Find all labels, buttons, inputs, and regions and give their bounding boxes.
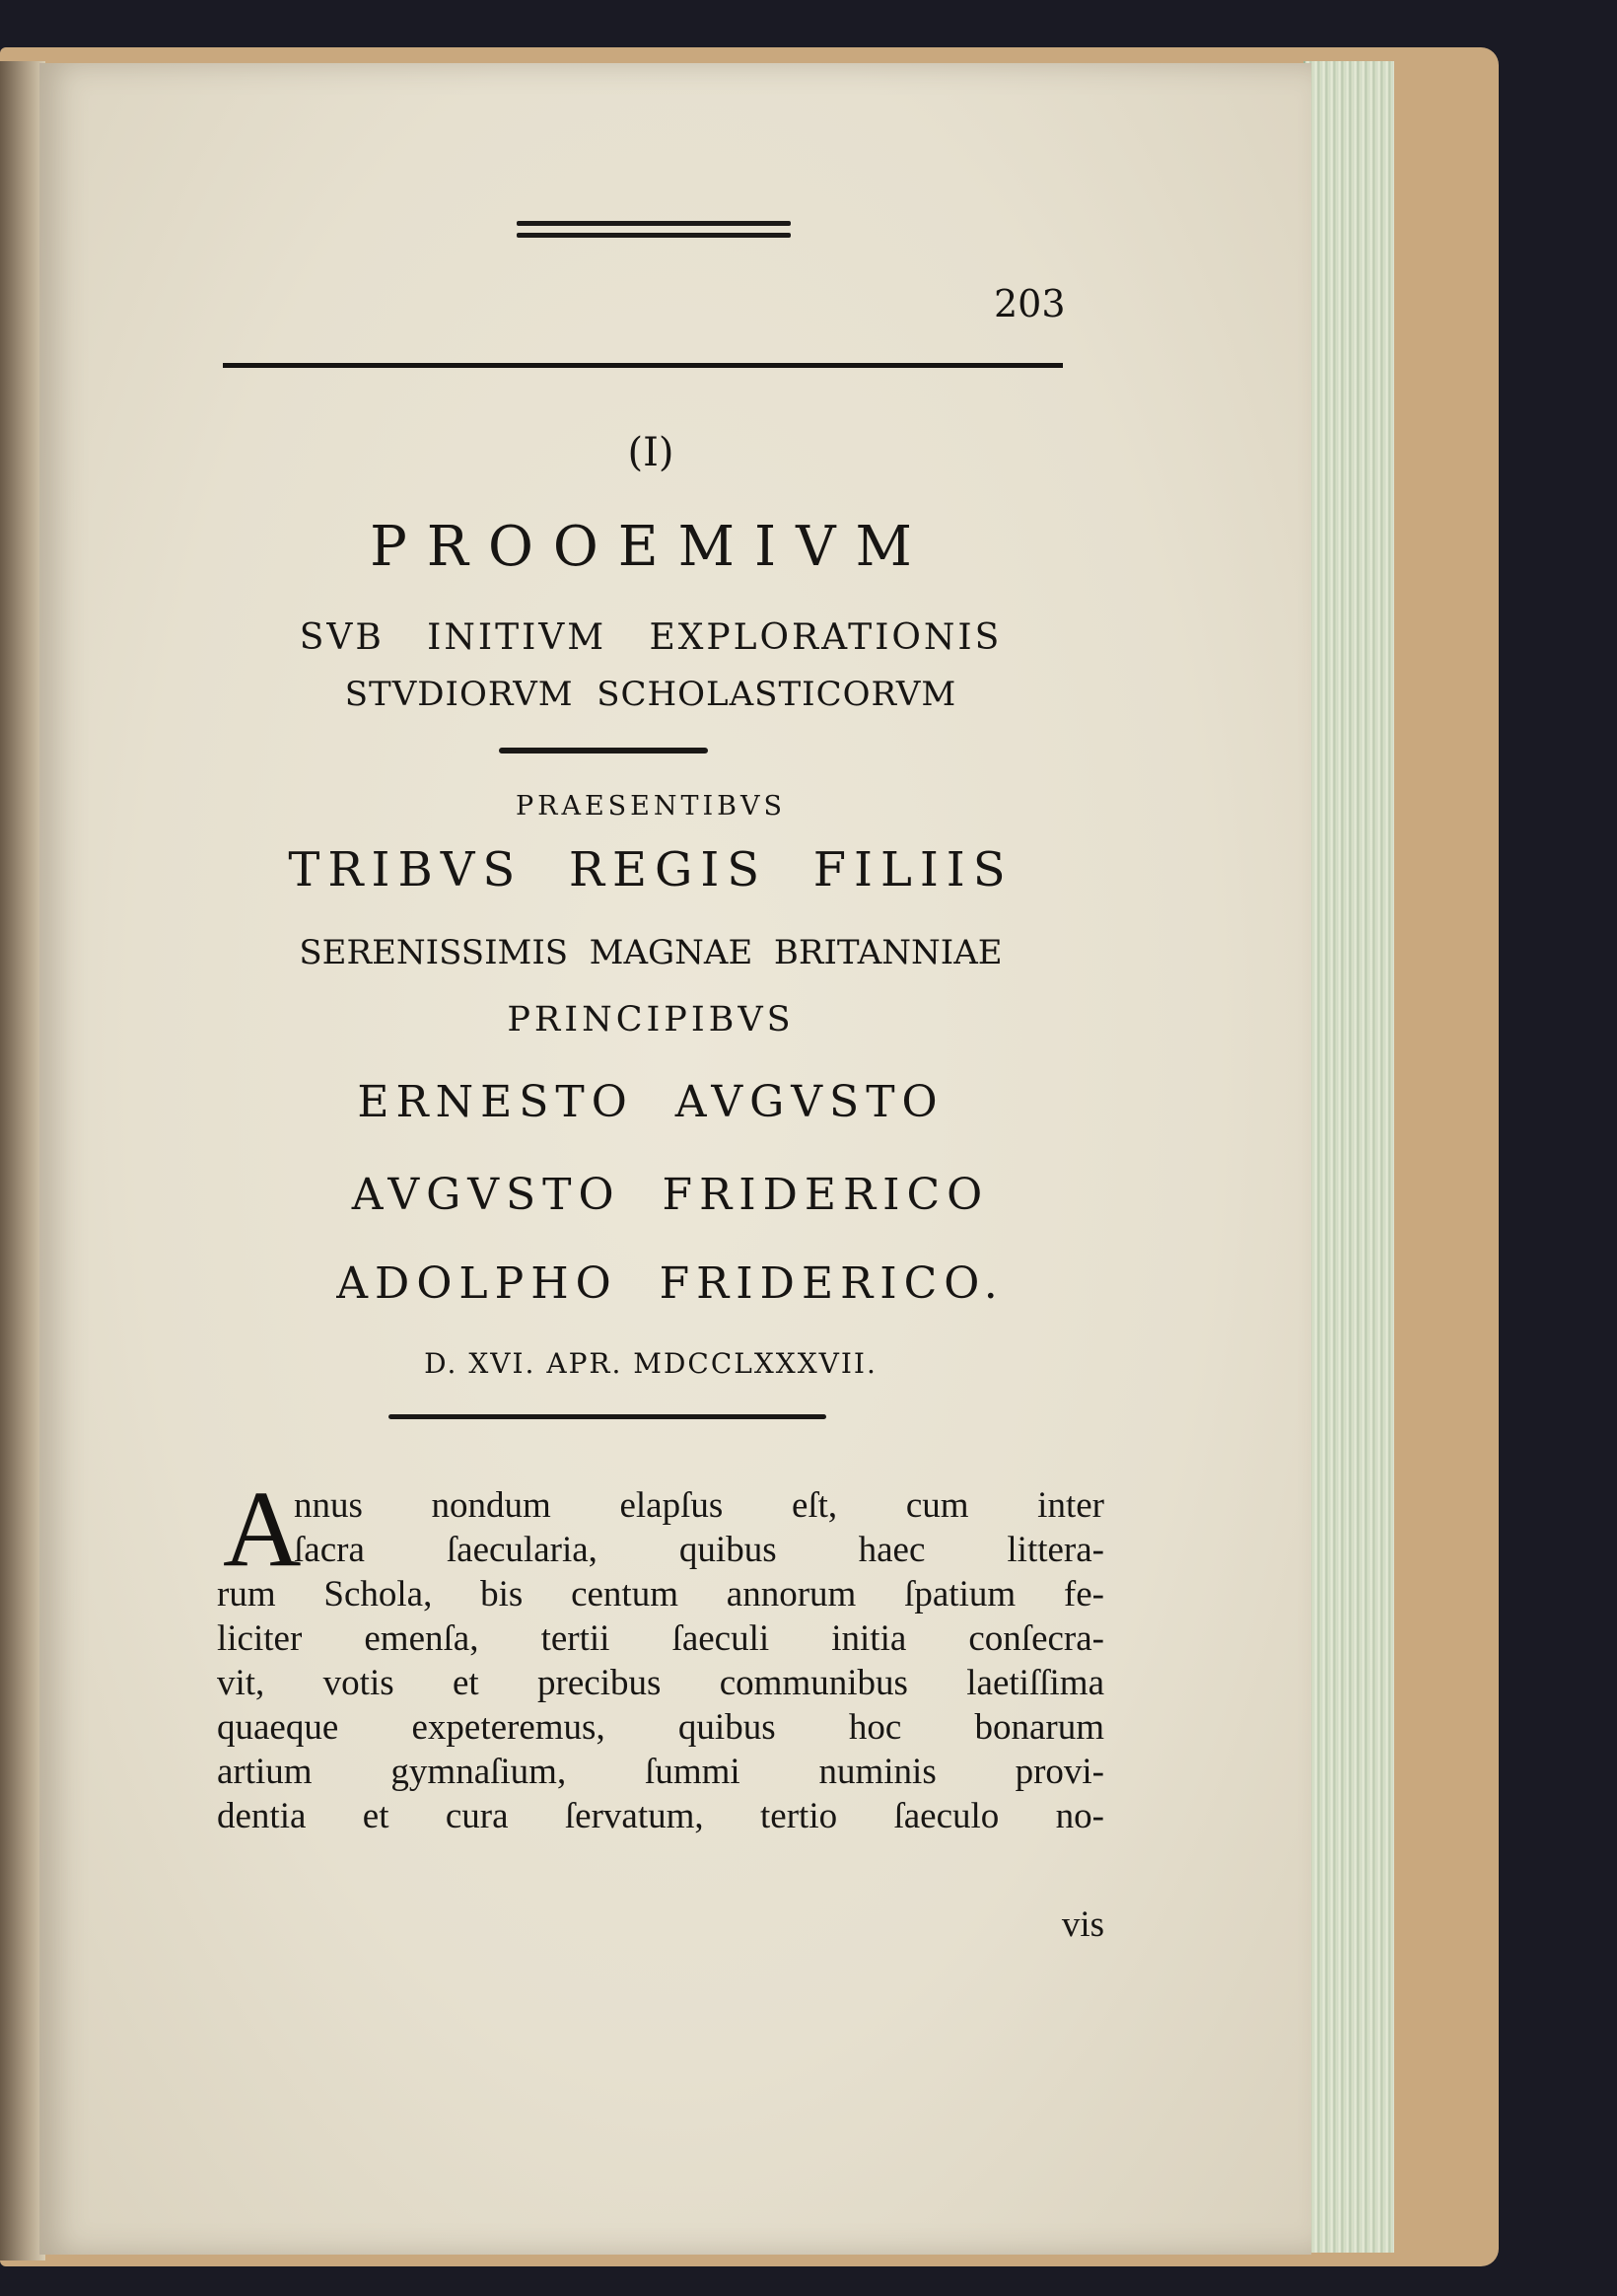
- body-text: [217, 1483, 1104, 1838]
- body-line: rum Schola, bis centum annorum ſpatium fe-: [217, 1574, 1104, 1614]
- body-line: dentia et cura ſervatum, tertio ſaeculo no-: [217, 1796, 1104, 1836]
- page-edges: [1303, 61, 1394, 2253]
- dedication-line-3: PRINCIPIBVS: [507, 1000, 795, 1040]
- subtitle-line-1: SVB INITIVM EXPLORATIONIS: [299, 617, 1003, 658]
- body-line: vit, votis et precibus communibus laetiſſima: [217, 1663, 1104, 1703]
- dedication-line-1: TRIBVS REGIS FILIIS: [288, 842, 1014, 897]
- dedication-line-2: SERENISSIMIS MAGNAE BRITANNIAE: [299, 933, 1003, 972]
- body-line: nnus nondum elapſus eſt, cum inter: [294, 1485, 1104, 1526]
- body-line: liciter emenſa, tertii ſaeculi initia conſecra-: [217, 1618, 1104, 1659]
- divider-rule-2: [388, 1414, 826, 1419]
- header-rule: [223, 363, 1063, 368]
- body-line: ſacra ſaecularia, quibus haec littera-: [294, 1530, 1104, 1570]
- ornamental-rule-top: [517, 221, 791, 226]
- page-number: 203: [994, 282, 1066, 325]
- divider-rule: [499, 748, 708, 753]
- prince-name-1: ERNESTO AVGVSTO: [357, 1077, 945, 1127]
- body-line: artium gymnaſium, ſummi numinis provi-: [217, 1752, 1104, 1792]
- catchword: vis: [1061, 1904, 1104, 1945]
- drop-cap: A: [223, 1469, 302, 1589]
- section-number: (I): [627, 430, 674, 475]
- body-line: quaeque expeteremus, quibus hoc bonarum: [217, 1707, 1104, 1748]
- date-line: D. XVI. APR. MDCCLXXXVII.: [424, 1347, 878, 1380]
- praesentibus: PRAESENTIBVS: [515, 791, 787, 822]
- subtitle-line-2: STVDIORVM SCHOLASTICORVM: [344, 675, 957, 714]
- ornamental-rule-bottom: [517, 233, 791, 238]
- title: PROOEMIVM: [370, 515, 932, 579]
- prince-name-3: ADOLPHO FRIDERICO.: [336, 1258, 1005, 1309]
- prince-name-2: AVGVSTO FRIDERICO: [351, 1170, 990, 1220]
- book-page: [39, 63, 1311, 2255]
